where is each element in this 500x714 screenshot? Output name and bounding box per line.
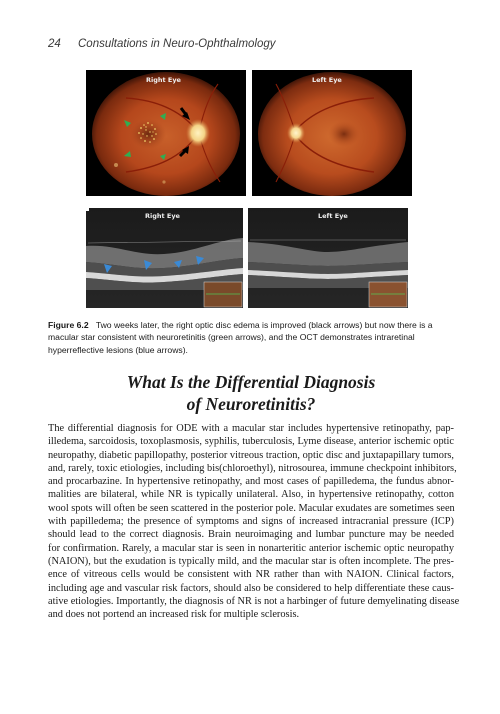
oct-fundus-inset <box>369 282 407 307</box>
figure-caption-text: Two weeks later, the right optic disc edema is improved (black arrows) but now there is a macular star consistent with neuroretinitis (green arrows), and the OCT demonstrates intraretinal hyperreflective lesions (blue arrows). <box>48 320 433 355</box>
oct-left-eye-scan <box>248 208 408 308</box>
fundus-right-svg <box>86 70 246 196</box>
body-line: and procarbazine. In hypertensive retinopathy, and most cases of papilledema, the fundus abnor- <box>48 476 454 488</box>
body-paragraph <box>48 422 460 621</box>
body-line: ative etiologies. Importantly, the diagnosis of NR is not a harbinger of future demyelinating disease <box>48 595 460 607</box>
oct-left-eye-label: Left Eye <box>318 212 348 220</box>
body-line: (NAION), but the exudation is typically mild, and the macular star is often incomplete. The pres- <box>48 555 454 567</box>
oct-right-eye-label: Right Eye <box>145 212 180 220</box>
body-line: ence of vitreous cells would be consistent with NR rather than with NAION. Clinical factors, <box>48 569 454 581</box>
fundus-left-eye-photo <box>252 70 412 196</box>
macula <box>328 121 360 147</box>
section-heading-line-2: of Neuroretinitis? <box>186 394 316 414</box>
body-line: should lead to the correct diagnosis. Brain neuroimaging and lumbar puncture may be needed <box>48 529 454 541</box>
oct-fundus-inset <box>204 282 242 307</box>
body-line: with papilledema; the presence of symptoms and signs of increased intracranial pressure (ICP) <box>48 516 454 528</box>
oct-right-svg <box>86 208 243 308</box>
oct-right-eye-scan <box>86 208 243 308</box>
book-title: Consultations in Neuro-Ophthalmology <box>78 38 276 50</box>
fundus-left-svg <box>252 70 412 196</box>
optic-disc <box>287 123 305 143</box>
body-line: including age and vascular risk factors, should also be considered to help differentiate these caus- <box>48 582 454 594</box>
body-line: and, rarely, toxic etiologies, including bis(chloroethyl), nitrosourea, immune checkpoint inhibitors, <box>48 462 457 474</box>
fundus-right-eye-label: Right Eye <box>146 76 181 84</box>
body-line: illedema, sarcoidosis, toxoplasmosis, syphilis, tuberculosis, Lyme disease, anterior ischemic optic <box>48 436 454 448</box>
body-line: and does not portend an increased risk for multiple sclerosis. <box>48 609 300 621</box>
body-line: wool spots will often be seen scattered in the posterior pole. Macular exudates are sometimes seen <box>48 502 455 514</box>
figure-caption <box>48 319 454 356</box>
optic-disc <box>186 119 210 147</box>
oct-left-svg <box>248 208 408 308</box>
body-line: The differential diagnosis for ODE with a macular star includes hypertensive retinopathy, pap- <box>48 423 454 434</box>
body-line: neuropathy, diabetic papillopathy, posterior vitreous traction, optic disc and juxtapapillary tumors, <box>48 449 454 461</box>
running-head <box>48 38 276 50</box>
body-line: malities are bilateral, while NR is typically unilateral. Also, in hypertensive retinopathy, cotton <box>48 489 454 501</box>
body-line: for confirmation. Rarely, a macular star is seen in nonarteritic anterior ischemic optic neuropathy <box>48 542 454 554</box>
fundus-right-eye-photo <box>86 70 246 196</box>
figure-number: Figure 6.2 <box>48 320 89 330</box>
page-number: 24 <box>48 38 61 50</box>
fundus-left-eye-label: Left Eye <box>312 76 342 84</box>
section-heading-line-1: What Is the Differential Diagnosis <box>126 372 376 392</box>
section-heading <box>48 371 454 415</box>
